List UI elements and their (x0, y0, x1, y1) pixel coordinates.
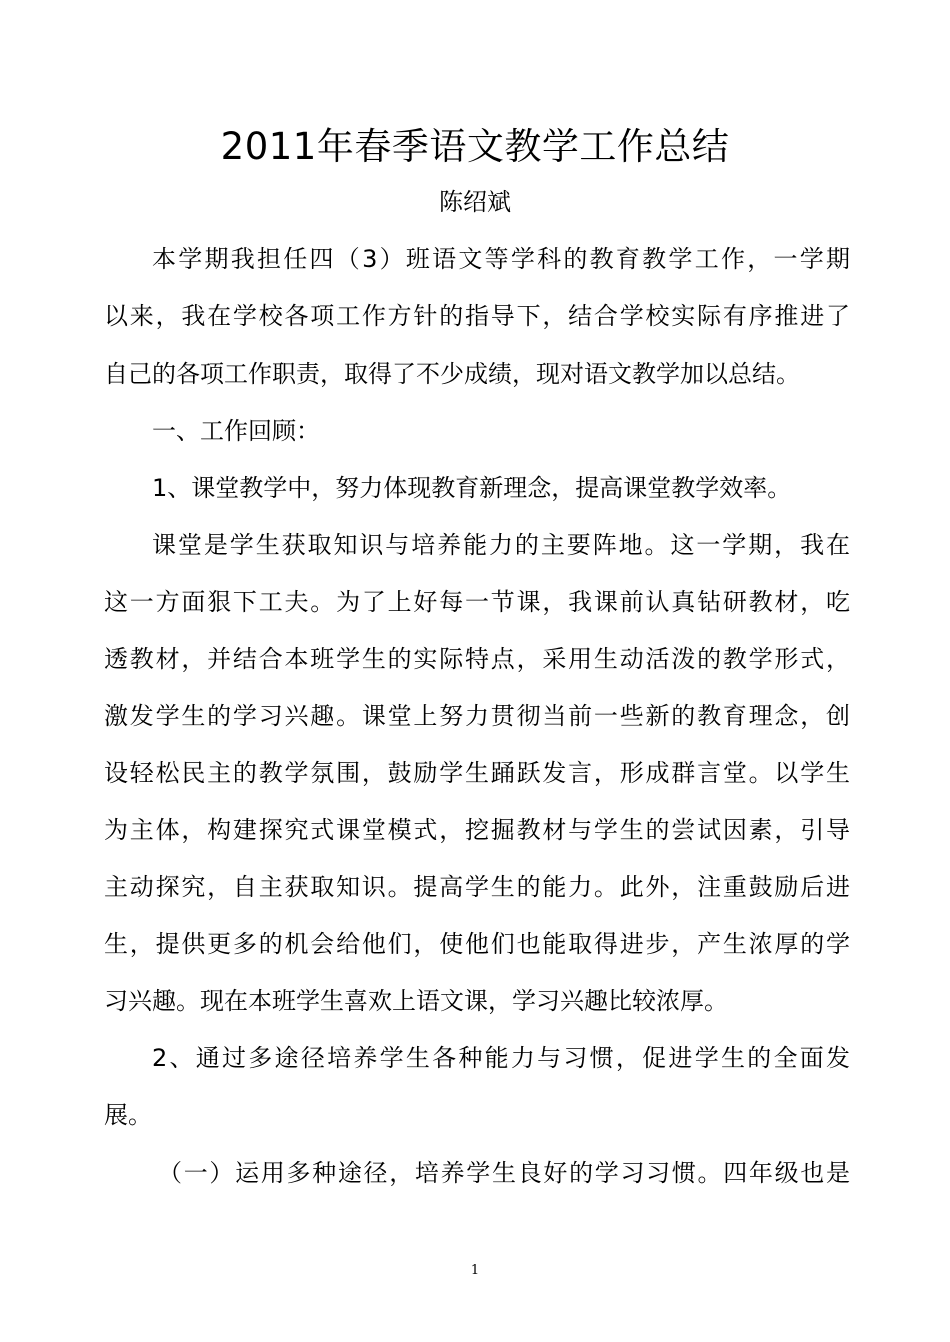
paragraph-line: 本学期我担任四（3）班语文等学科的教育教学工作，一学期 (152, 245, 850, 273)
paragraph-line: 自己的各项工作职责，取得了不少成绩，现对语文教学加以总结。 (104, 360, 800, 388)
paragraph-line: 激发学生的学习兴趣。课堂上努力贯彻当前一些新的教育理念，创 (104, 702, 850, 730)
subsection-heading: 2、通过多途径培养学生各种能力与习惯，促进学生的全面发 (152, 1044, 850, 1072)
document-title: 2011年春季语文教学工作总结 (220, 125, 730, 168)
paragraph-line: 生，提供更多的机会给他们，使他们也能取得进步，产生浓厚的学 (104, 930, 850, 958)
paragraph-line: 课堂是学生获取知识与培养能力的主要阵地。这一学期，我在 (152, 531, 850, 559)
paragraph-line: 主动探究，自主获取知识。提高学生的能力。此外，注重鼓励后进 (104, 873, 850, 901)
subsection-heading: 1、课堂教学中，努力体现教育新理念，提高课堂教学效率。 (152, 474, 792, 502)
paragraph-line: 习兴趣。现在本班学生喜欢上语文课，学习兴趣比较浓厚。 (104, 987, 728, 1015)
section-heading: 一、工作回顾： (152, 417, 320, 445)
author-name: 陈绍斌 (439, 188, 511, 216)
paragraph-line: 以来，我在学校各项工作方针的指导下，结合学校实际有序推进了 (104, 302, 850, 330)
paragraph-line: 这一方面狠下工夫。为了上好每一节课，我课前认真钻研教材，吃 (104, 588, 850, 616)
page-number: 1 (470, 1263, 480, 1278)
paragraph-line: 设轻松民主的教学氛围，鼓励学生踊跃发言，形成群言堂。以学生 (104, 759, 850, 787)
subsection-heading-continued: 展。 (104, 1101, 152, 1129)
paragraph-line: （一）运用多种途径，培养学生良好的学习习惯。四年级也是 (158, 1159, 850, 1187)
paragraph-line: 透教材，并结合本班学生的实际特点，采用生动活泼的教学形式， (104, 645, 850, 673)
paragraph-line: 为主体，构建探究式课堂模式，挖掘教材与学生的尝试因素，引导 (104, 816, 850, 844)
